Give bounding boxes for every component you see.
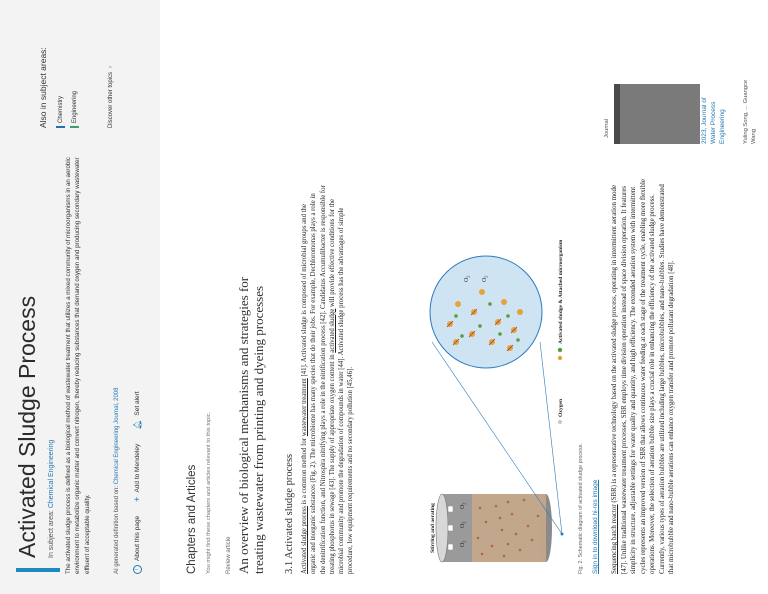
subject-area-chemistry-label: Chemistry [57, 95, 64, 123]
article-type: Review article [226, 536, 232, 574]
about-page-label: About this page [134, 515, 141, 561]
figure-caption: Fig. 2. Schematic diagram of activated sludge process. [578, 443, 584, 574]
microbial-zoom-circle [430, 256, 542, 368]
about-page-button[interactable] [133, 516, 142, 574]
activated-sludge-figure [412, 194, 572, 574]
ai-source-prefix: AI generated definition based on: [114, 485, 120, 574]
stirring-aerating-label: Stirring and aerating [430, 503, 436, 553]
ai-source-link[interactable]: Chemical Engineering Journal, 2008 [114, 387, 120, 485]
para2-text: (SBR) is a representative technology based on the activated sludge process, operating in intermittent aeration mode [47]. Unlike traditional wastewater treatment processes, SBR employs time division operation instead of space division operation. It features simplicity in structure, adjustable settings for water quality and quantity, and high efficiency. The extended aeration system with intermittent cycles represents an improved version of SBR that allows continuous water feeding at each stage of the treatment cycle, enabling more flexible operations. Moreover, the selection of aeration bubble size plays a crucial role in enhancing the efficiency of the activated sludge process. Currently, various types of aeration bubbles are utilized including large bubbles, microbubbles, and nano-bubbles. Studies have demonstrated that microbubble and nano-bubble aerations can enhance oxygen transfer and promote pollutant degradation [48]. [611, 179, 675, 574]
para1-text-3: will provide effective conditions for the microbial community and promote the degradation of compounds in water [44]. Activated sludge process has the advantages of simple procedure, low equipment requirements and no secondary pollution [45,46]. [328, 198, 355, 574]
section-title: 3.1 Activated sludge process [284, 453, 295, 574]
journal-title-link[interactable]: 2023, Journal of Water Process Engineering [701, 97, 726, 144]
chevron-right-icon: › [108, 65, 114, 68]
chapters-subheading: You might find these chapters and articles relevant to this topic. [206, 411, 212, 574]
journal-label: Journal [604, 118, 610, 138]
subject-area-link[interactable]: Chemical Engineering [48, 439, 55, 509]
sludge-layer [472, 494, 546, 562]
o2-label-1: $O_2$ [460, 540, 467, 547]
excerpt-paragraph-1 [300, 184, 356, 574]
discover-topics-label: Discover other topics [108, 71, 114, 128]
reactor-tank [436, 494, 564, 562]
ai-definition-source [114, 388, 120, 574]
oxygen-legend-label: Oxygen [558, 398, 564, 417]
microbe-legend-swatch [558, 348, 562, 352]
activated-sludge-link[interactable]: activated sludge [328, 308, 336, 353]
subject-area-line [48, 440, 55, 558]
oxygen-legend-swatch [558, 420, 562, 424]
set-alert-button[interactable] [133, 391, 142, 429]
topic-actions [133, 391, 142, 574]
journal-cover-thumbnail[interactable] [614, 84, 700, 144]
add-to-mendeley-button[interactable] [134, 444, 141, 502]
figure-legend [558, 239, 564, 424]
page-title: Activated Sludge Process [14, 295, 40, 558]
subject-area-engineering-label: Engineering [71, 90, 78, 123]
zoom-o2-label-2: $O_2$ [482, 275, 489, 282]
subject-area-engineering[interactable] [70, 91, 79, 128]
o2-label-2: $O_2$ [460, 521, 467, 528]
chemistry-color-marker [56, 126, 65, 128]
also-in-subject-areas-title: Also in subject areas: [38, 47, 48, 128]
subject-area-chemistry[interactable] [56, 96, 65, 128]
download-hi-res-link[interactable]: Sign in to download hi-res image [592, 479, 599, 574]
subject-area-prefix: In subject area: [48, 510, 55, 558]
para1-text-2: [41]. Activated sludge is composed of microbial groups and the organic and inorganic substances (Fig. 2). The microbiome has many species that do their jobs. For example, Dechloromonas plays a role in the denitrification function, and Nitrospira nitrifying plays a role in the nitrification process [42]. Candidatus Accumulibacter is responsible for treating phosphorus in sewage [43]. The supply of appropriate oxygen content in [301, 185, 336, 574]
topic-header [0, 0, 160, 594]
engineering-color-marker [70, 126, 79, 128]
o2-label-3: $O_2$ [460, 502, 467, 509]
plus-icon: + [132, 496, 142, 502]
sludge-legend-label: Activated sludge & Attached microorganism [558, 239, 564, 344]
add-to-mendeley-label: Add to Mendeley [134, 443, 141, 493]
discover-topics-link[interactable] [108, 66, 114, 128]
title-accent-bar [16, 568, 60, 572]
info-icon: i [133, 565, 142, 574]
wastewater-treatment-link[interactable]: wastewater treatment [301, 378, 308, 437]
activated-sludge-process-link[interactable]: Activated sludge process [301, 506, 308, 574]
excerpt-paragraph-2 [610, 174, 677, 574]
sludge-legend-swatch [558, 356, 562, 360]
journal-authors: Yuling Song, ... Guangce Wang [743, 79, 757, 144]
para1-text-1: is a common method for [301, 436, 308, 507]
chapters-heading: Chapters and Articles [186, 464, 198, 574]
topic-definition: The activated sludge process is defined as a biological method of wastewater treatment that utilizes a mixed community of microorganisms in an aerobic environment to metabolize organic matter and convert nitrogen, thereby reducing substances that demand oxygen and producing secondary wastewater effluent of acceptable quality. [65, 157, 91, 574]
article-title-link[interactable]: An overview of biological mechanisms and strategies for treating wastewater from printing and dyeing processes [236, 276, 266, 574]
set-alert-label: Set alert [134, 391, 141, 416]
bell-icon: 🔔︎ [133, 419, 142, 430]
sequencing-batch-reactor-link[interactable]: Sequencing batch reactor [611, 504, 618, 574]
zoom-o2-label-1: $O_2$ [464, 275, 471, 282]
